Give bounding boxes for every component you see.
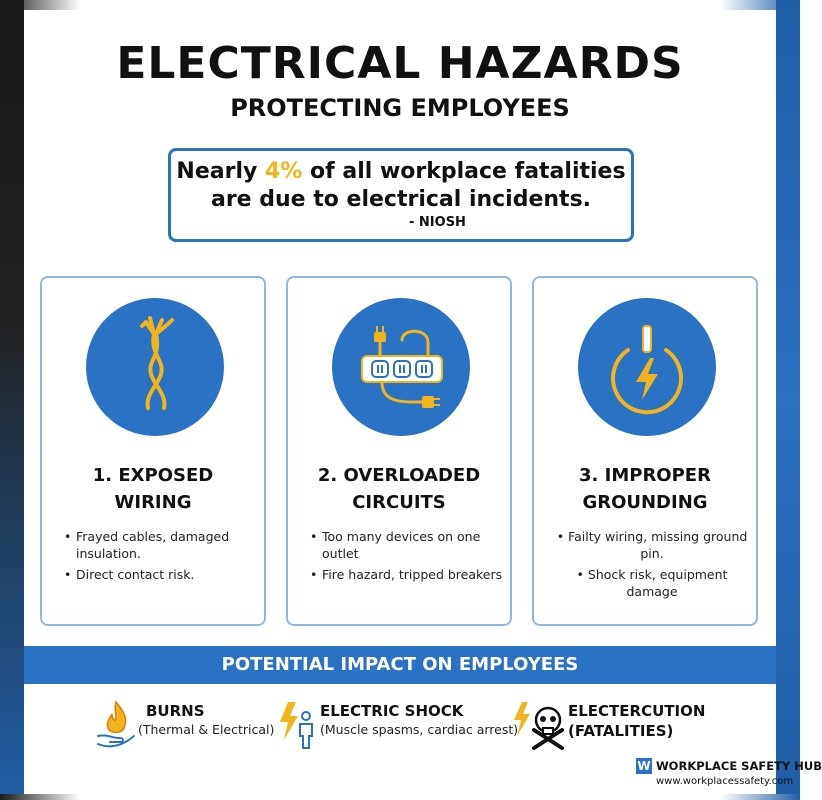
hazard-card-exposed-wiring xyxy=(40,276,266,626)
impact-label: BURNS xyxy=(146,702,205,720)
impact-detail: (Muscle spasms, cardiac arrest) xyxy=(320,722,519,737)
impact-detail: (Thermal & Electrical) xyxy=(138,722,275,737)
hazard-title xyxy=(288,462,510,516)
hazard-bullets xyxy=(62,528,258,587)
hazard-title-line2: GROUNDING xyxy=(582,492,708,513)
hazard-bullets xyxy=(308,528,504,587)
hazard-title-line1: 1. EXPOSED xyxy=(92,465,214,486)
bullet-item: • Direct contact risk. xyxy=(62,566,258,583)
power-bolt-icon xyxy=(578,298,716,436)
frame-bottom xyxy=(0,794,800,800)
stat-source: - NIOSH xyxy=(409,215,466,230)
hazard-card-improper-grounding xyxy=(532,276,758,626)
page-title: ELECTRICAL HAZARDS xyxy=(116,38,684,89)
flame-hand-icon xyxy=(94,696,138,752)
bullet-item: • Too many devices on one outlet xyxy=(308,528,504,562)
stat-line-1 xyxy=(171,159,631,184)
brand-name: WORKPLACE SAFETY HUB xyxy=(656,759,822,773)
stat-line-2: are due to electrical incidents. xyxy=(210,187,592,212)
statistic-callout xyxy=(168,148,634,242)
hazard-title-line2: WIRING xyxy=(114,492,192,513)
bolt-person-icon xyxy=(276,696,320,752)
impact-label: ELECTRIC SHOCK xyxy=(320,702,464,720)
frayed-wire-icon xyxy=(86,298,224,436)
hazard-title xyxy=(42,462,264,516)
hazard-card-overloaded-circuits xyxy=(286,276,512,626)
brand-url[interactable]: www.workplacessafety.com xyxy=(656,776,794,787)
hazard-title-line1: 2. OVERLOADED xyxy=(317,465,481,486)
bolt-skull-icon xyxy=(512,696,568,752)
brand-logo-mark: W xyxy=(637,759,651,773)
frame-top xyxy=(0,0,800,10)
bullet-item: • Fire hazard, tripped breakers xyxy=(308,566,504,583)
bullet-item: • Failty wiring, missing ground pin. xyxy=(554,528,750,562)
bullet-item: • Frayed cables, damaged insulation. xyxy=(62,528,258,562)
impact-electrocution xyxy=(512,696,712,756)
hazard-title xyxy=(534,462,756,516)
impact-detail: (FATALITIES) xyxy=(568,722,674,740)
impact-label: ELECTERCUTION xyxy=(568,702,706,720)
hazard-title-line1: 3. IMPROPER xyxy=(579,465,711,486)
impact-electric-shock xyxy=(276,696,519,756)
bullet-item: • Shock risk, equipment damage xyxy=(554,566,750,600)
impact-heading: POTENTIAL IMPACT ON EMPLOYEES xyxy=(24,646,776,684)
hazard-bullets xyxy=(554,528,750,604)
power-strip-plug-icon xyxy=(332,298,470,436)
page-subtitle: PROTECTING EMPLOYEES xyxy=(230,94,570,122)
stat-highlight: 4% xyxy=(265,159,303,184)
frame-right xyxy=(776,0,800,800)
stat-line-1-pre: Nearly xyxy=(176,159,265,184)
impact-burns xyxy=(94,696,275,756)
hazard-title-line2: CIRCUITS xyxy=(352,492,446,513)
frame-left xyxy=(0,0,24,800)
infographic-page xyxy=(24,10,822,794)
stat-line-1-post: of all workplace fatalities xyxy=(302,159,626,184)
